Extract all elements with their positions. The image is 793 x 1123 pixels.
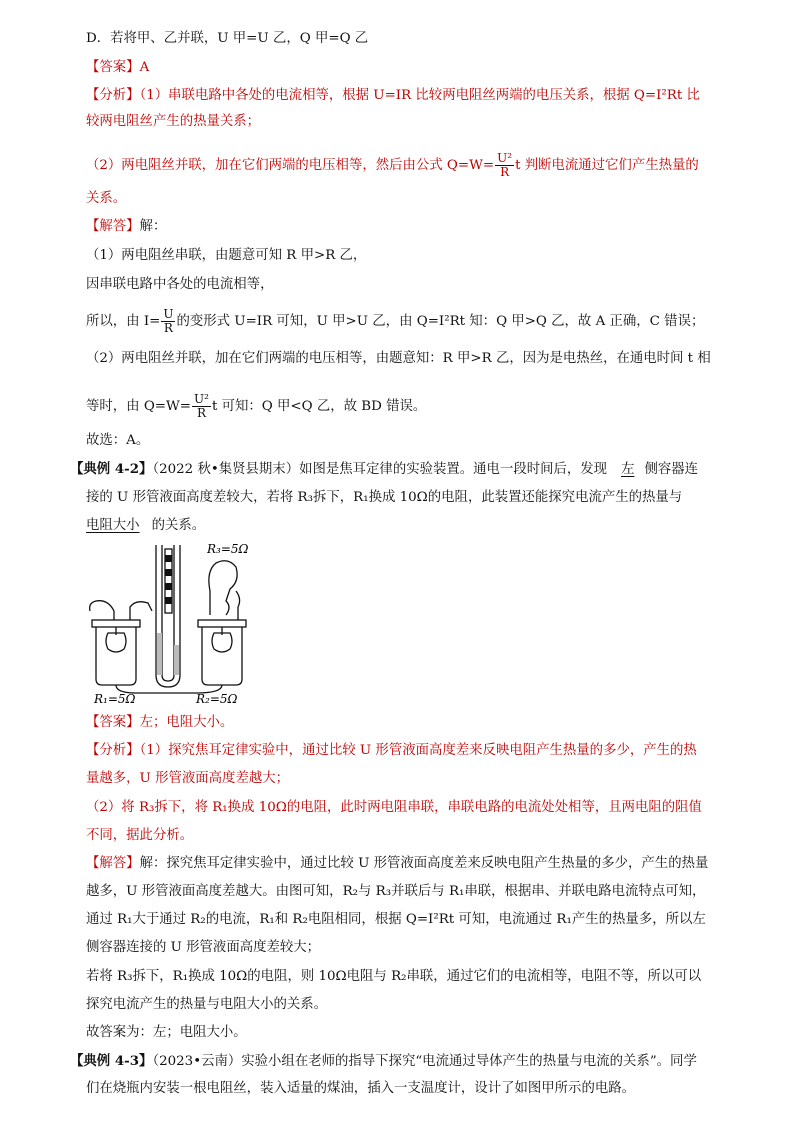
analysis-1-line-3 bbox=[86, 152, 699, 179]
analysis-1-line-1 bbox=[86, 87, 700, 105]
solution-1-header bbox=[86, 218, 166, 236]
left-resistor-bulb bbox=[106, 633, 126, 652]
analysis-2-line-3: （2）将 R₃拆下，将 R₁换成 10Ω的电阻，此时两电阻串联，串联电路的电流处处相等，且两电阻的阻值 bbox=[86, 800, 702, 815]
solution-1-line-5 bbox=[86, 393, 426, 420]
solution-2-line-7: 故答案为：左；电阻大小。 bbox=[86, 1025, 247, 1040]
solution-text: 解： bbox=[139, 219, 167, 234]
example-tag: 【典例 4-2】 bbox=[70, 461, 153, 477]
label-r1: R₁=5Ω bbox=[94, 692, 136, 706]
solution-tag: 【解答】 bbox=[86, 219, 140, 234]
fraction bbox=[192, 393, 211, 420]
middle-wire bbox=[130, 602, 152, 620]
analysis-text: （1）探究焦耳定律实验中，通过比较 U 形管液面高度差来反映电阻产生热量的多少，产生的热 bbox=[139, 743, 697, 758]
solution-1-line-4: （2）两电阻丝并联，加在它们两端的电压相等，由题意知：R 甲>R 乙，因为是电热丝，在通电时间 t 相 bbox=[86, 351, 711, 366]
solution-text: 的变形式 U=IR 可知，U 甲>U 乙，由 Q=I²Rt 知：Q 甲>Q 乙，故 A 正确，C 错误； bbox=[176, 314, 705, 329]
solution-2-line-3: 通过 R₁大于通过 R₂的电流，R₁和 R₂电阻相同，根据 Q=I²Rt 可知，电流通过 R₁产生的热量多，所以左 bbox=[86, 912, 706, 927]
answer-1 bbox=[86, 59, 149, 77]
analysis-tag: 【分析】 bbox=[86, 743, 140, 758]
fraction bbox=[161, 308, 175, 335]
solution-2-line-2: 越多，U 形管液面高度差越大。由图可知，R₂与 R₃并联后与 R₁串联，根据串、并联电路电流特点可知， bbox=[86, 884, 706, 899]
analysis-2-line-1 bbox=[86, 742, 697, 760]
answer-tag: 【答案】 bbox=[86, 715, 140, 730]
right-container-lid bbox=[198, 620, 246, 627]
left-container bbox=[96, 627, 136, 685]
left-wire bbox=[90, 601, 114, 620]
example-4-2-line-3 bbox=[86, 517, 205, 535]
fraction-numerator: U² bbox=[497, 151, 513, 165]
answer-blank: 左 bbox=[621, 462, 635, 477]
scale-marks bbox=[165, 555, 172, 604]
solution-text: 解：探究焦耳定律实验中，通过比较 U 形管液面高度差来反映电阻产生热量的多少，产生的热量 bbox=[139, 856, 709, 871]
fraction-denominator: R bbox=[500, 165, 510, 179]
label-r3: R₃=5Ω bbox=[207, 542, 249, 556]
fraction-numerator: U² bbox=[194, 392, 209, 406]
answer-text: A bbox=[139, 60, 150, 75]
solution-tag: 【解答】 bbox=[86, 856, 140, 871]
solution-text: t 可知：Q 甲<Q 乙，故 BD 错误。 bbox=[211, 399, 427, 414]
air-tube bbox=[116, 627, 222, 635]
solution-text: 等时，由 Q=W= bbox=[86, 399, 191, 414]
joule-law-apparatus-figure bbox=[86, 541, 254, 707]
liquid-level bbox=[157, 633, 179, 675]
analysis-1-line-2: 较两电阻丝产生的热量关系； bbox=[86, 114, 261, 129]
r3-resistor bbox=[209, 561, 237, 615]
solution-1-line-3 bbox=[86, 308, 704, 335]
option-d: D．若将甲、乙并联，U 甲=U 乙，Q 甲=Q 乙 bbox=[86, 31, 369, 46]
answer-tag: 【答案】 bbox=[86, 60, 140, 75]
solution-2-line-5: 若将 R₃拆下，R₁换成 10Ω的电阻，则 10Ω电阻与 R₂串联，通过它们的电流相等，电阻不等，所以可以 bbox=[86, 969, 702, 984]
answer-blank: 电阻大小 bbox=[86, 518, 140, 533]
fraction-denominator: R bbox=[163, 321, 173, 335]
solution-text: 所以，由 I= bbox=[86, 314, 161, 329]
analysis-text: （2）两电阻丝并联，加在它们两端的电压相等，然后由公式 Q=W= bbox=[86, 158, 495, 173]
analysis-1-line-4: 关系。 bbox=[86, 191, 127, 206]
example-4-3-line-1 bbox=[70, 1052, 697, 1071]
solution-1-line-6: 故选：A。 bbox=[86, 433, 150, 448]
right-container bbox=[202, 627, 242, 685]
solution-1-line-2: 因串联电路中各处的电流相等， bbox=[86, 277, 274, 292]
left-container-lid bbox=[92, 620, 140, 627]
fraction-denominator: R bbox=[196, 406, 206, 420]
example-tag: 【典例 4-3】 bbox=[70, 1053, 153, 1069]
analysis-tag: 【分析】 bbox=[86, 88, 140, 103]
example-4-2-line-2: 接的 U 形管液面高度差较大，若将 R₃拆下，R₁换成 10Ω的电阻，此装置还能探究电流产生的热量与 bbox=[86, 490, 683, 505]
question-text: 的关系。 bbox=[151, 518, 206, 533]
fraction-numerator: U bbox=[163, 307, 174, 321]
analysis-text: t 判断电流通过它们产生热量的 bbox=[515, 158, 699, 173]
answer-2 bbox=[86, 714, 233, 732]
right-wire bbox=[236, 591, 240, 620]
example-4-2-line-1 bbox=[70, 460, 698, 479]
analysis-2-line-4: 不同，据此分析。 bbox=[86, 828, 194, 843]
solution-1-line-1: （1）两电阻丝串联，由题意可知 R 甲>R 乙， bbox=[86, 248, 367, 263]
analysis-2-line-2: 量越多，U 形管液面高度差越大； bbox=[86, 771, 290, 786]
solution-2-line-1 bbox=[86, 855, 708, 873]
right-resistor-bulb bbox=[212, 633, 232, 652]
answer-text: 左；电阻大小。 bbox=[139, 715, 234, 730]
label-r2: R₂=5Ω bbox=[196, 692, 238, 706]
solution-2-line-6: 探究电流产生的热量与电阻大小的关系。 bbox=[86, 997, 328, 1012]
question-text: 侧容器连 bbox=[644, 462, 699, 477]
fraction bbox=[495, 152, 514, 179]
example-4-3-line-2: 们在烧瓶内安装一根电阻丝，装入适量的煤油，插入一支温度计，设计了如图甲所示的电路。 bbox=[86, 1081, 636, 1096]
solution-2-line-4: 侧容器连接的 U 形管液面高度差较大； bbox=[86, 940, 321, 955]
analysis-text: （1）串联电路中各处的电流相等，根据 U=IR 比较两电阻丝两端的电压关系，根据 Q=I²Rt 比 bbox=[139, 88, 700, 103]
question-text: （2023•云南）实验小组在老师的指导下探究“电流通过导体产生的热量与电流的关系”。同学 bbox=[152, 1054, 697, 1069]
question-text: （2022 秋•集贤县期末）如图是焦耳定律的实验装置。通电一段时间后，发现 bbox=[152, 462, 608, 477]
